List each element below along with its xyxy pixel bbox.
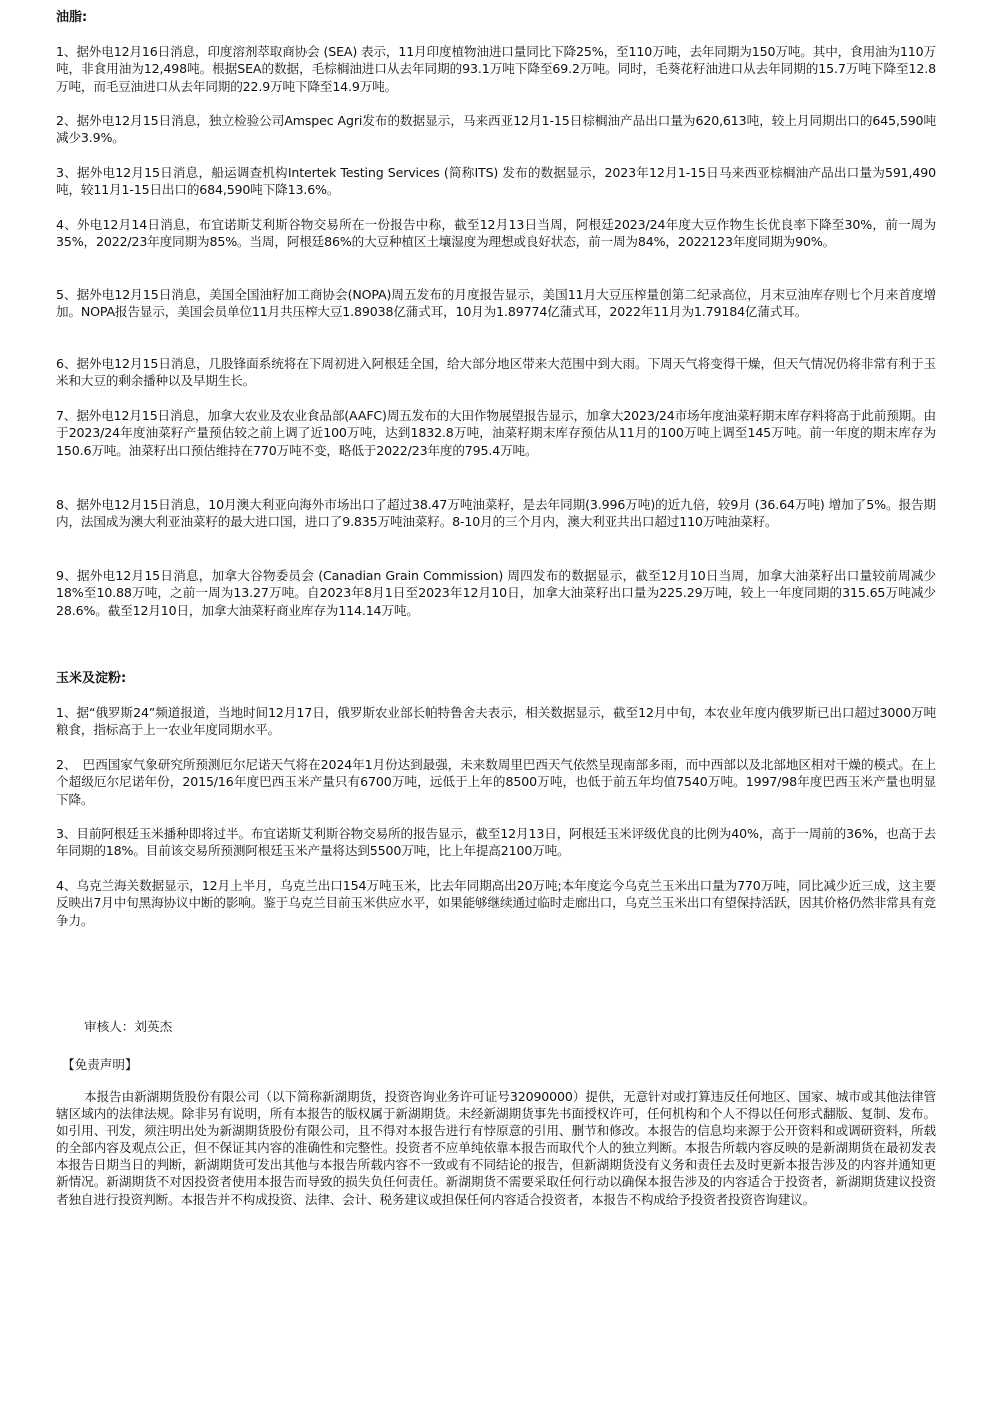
oils-item-4: 4、外电12月14日消息，布宜诺斯艾利斯谷物交易所在一份报告中称，截至12月13日当周，阿根廷2023/24年度大豆作物生长优良率下降至30%，前一周为35%，2022/23年度同期为85%。当周，阿根廷86%的大豆种植区土壤湿度为理想或良好状态，前一周为84%，2022123年度同期为90%。 xyxy=(56,217,936,250)
corn-section-title: 玉米及淀粉: xyxy=(56,671,127,686)
oils-item-7: 7、据外电12月15日消息，加拿大农业及农业食品部(AAFC)周五发布的大田作物展望报告显示，加拿大2023/24市场年度油菜籽期末库存料将高于此前预期。由于2023/24年度油菜籽产量预估较之前上调了近100万吨，达到1832.8万吨，油菜籽期末库存预估从11月的100万吨上调至145万吨。前一年度的期末库存为150.6万吨。油菜籽出口预估维持在770万吨不变，略低于2022/23年度的795.4万吨。 xyxy=(56,408,936,458)
oils-item-2: 2、据外电12月15日消息，独立检验公司Amspec Agri发布的数据显示，马来西亚12月1-15日棕榈油产品出口量为620,613吨，较上月同期出口的645,590吨减少3.9%。 xyxy=(56,113,936,146)
oils-item-1: 1、据外电12月16日消息，印度溶剂萃取商协会 (SEA) 表示，11月印度植物油进口量同比下降25%，至110万吨，去年同期为150万吨。其中，食用油为110万吨，非食用油为12,498吨。根据SEA的数据，毛棕榈油进口从去年同期的93.1万吨下降至69.2万吨。同时，毛葵花籽油进口从去年同期的15.7万吨下降至12.8万吨，而毛豆油进口从去年同期的22.9万吨下降至14.9万吨。 xyxy=(56,44,936,94)
oils-item-6: 6、据外电12月15日消息，几股锋面系统将在下周初进入阿根廷全国，给大部分地区带来大范围中到大雨。下周天气将变得干燥，但天气情况仍将非常有利于玉米和大豆的剩余播种以及早期生长。 xyxy=(56,356,936,389)
corn-item-2: 2、 巴西国家气象研究所预测厄尔尼诺天气将在2024年1月份达到最强，未来数周里巴西天气依然呈现南部多雨，而中西部以及北部地区相对干燥的模式。在上个超级厄尔尼诺年份，2015/16年度巴西玉米产量只有6700万吨，远低于上年的8500万吨，也低于前五年均值7540万吨。1997/98年度巴西玉米产量也明显下降。 xyxy=(56,757,936,807)
reviewer-line: 审核人：刘英杰 xyxy=(84,1019,173,1034)
oils-item-9: 9、据外电12月15日消息，加拿大谷物委员会 (Canadian Grain Commission) 周四发布的数据显示，截至12月10日当周，加拿大油菜籽出口量较前周减少18%至10.88万吨，之前一周为13.27万吨。自2023年8月1日至2023年12月10日，加拿大油菜籽出口量为225.29万吨，较上一年度同期的315.65万吨减少28.6%。截至12月10日，加拿大油菜籽商业库存为114.14万吨。 xyxy=(56,568,936,618)
disclaimer-title: 【免责声明】 xyxy=(62,1057,138,1072)
disclaimer-body: 本报告由新湖期货股份有限公司（以下简称新湖期货，投资咨询业务许可证号32090000）提供，无意针对或打算违反任何地区、国家、城市或其他法律管辖区域内的法律法规。除非另有说明，所有本报告的版权属于新湖期货。未经新湖期货事先书面授权许可，任何机构和个人不得以任何形式翻版、复制、发布。如引用、刊发，须注明出处为新湖期货股份有限公司，且不得对本报告进行有悖原意的引用、删节和修改。本报告的信息均来源于公开资料和或调研资料，所载的全部内容及观点公正，但不保证其内容的准确性和完整性。投资者不应单纯依靠本报告而取代个人的独立判断。本报告所载内容反映的是新湖期货在最初发表本报告日期当日的判断，新湖期货可发出其他与本报告所载内容不一致或有不同结论的报告，但新湖期货没有义务和责任去及时更新本报告涉及的内容并通知更新情况。新湖期货不对因投资者使用本报告而导致的损失负任何责任。新湖期货不需要采取任何行动以确保本报告涉及的内容适合于投资者，新湖期货建议投资者独自进行投资判断。本报告并不构成投资、法律、会计、税务建议或担保任何内容适合投资者，本报告不构成给予投资者投资咨询建议。 xyxy=(56,1089,936,1207)
corn-item-1: 1、据“俄罗斯24”频道报道，当地时间12月17日，俄罗斯农业部长帕特鲁舍夫表示，相关数据显示，截至12月中旬，本农业年度内俄罗斯已出口超过3000万吨粮食，指标高于上一农业年度同期水平。 xyxy=(56,705,936,738)
oils-section-title: 油脂: xyxy=(56,10,88,25)
oils-item-3: 3、据外电12月15日消息，船运调查机构Intertek Testing Services (简称ITS) 发布的数据显示，2023年12月1-15日马来西亚棕榈油产品出口量为591,490吨，较11月1-15日出口的684,590吨下降13.6%。 xyxy=(56,165,936,198)
oils-item-8: 8、据外电12月15日消息，10月澳大利亚向海外市场出口了超过38.47万吨油菜籽，是去年同期(3.996万吨)的近九倍，较9月 (36.64万吨) 增加了5%。报告期内，法国成为澳大利亚油菜籽的最大进口国，进口了9.835万吨油菜籽。8-10月的三个月内，澳大利亚共出口超过110万吨油菜籽。 xyxy=(56,497,936,530)
oils-item-5: 5、据外电12月15日消息，美国全国油籽加工商协会(NOPA)周五发布的月度报告显示，美国11月大豆压榨量创第二纪录高位，月末豆油库存则七个月来首度增加。NOPA报告显示，美国会员单位11月共压榨大豆1.89038亿蒲式耳，10月为1.89774亿蒲式耳，2022年11月为1.79184亿蒲式耳。 xyxy=(56,287,936,320)
corn-item-3: 3、目前阿根廷玉米播种即将过半。布宜诺斯艾利斯谷物交易所的报告显示，截至12月13日，阿根廷玉米评级优良的比例为40%，高于一周前的36%，也高于去年同期的18%。目前该交易所预测阿根廷玉米产量将达到5500万吨，比上年提高2100万吨。 xyxy=(56,826,936,859)
corn-item-4: 4、乌克兰海关数据显示，12月上半月，乌克兰出口154万吨玉米，比去年同期高出20万吨;本年度迄今乌克兰玉米出口量为770万吨，同比减少近三成，这主要反映出7月中旬黑海协议中断的影响。鉴于乌克兰目前玉米供应水平，如果能够继续通过临时走廊出口，乌克兰玉米出口有望保持活跃，因其价格仍然非常具有竞争力。 xyxy=(56,878,936,928)
